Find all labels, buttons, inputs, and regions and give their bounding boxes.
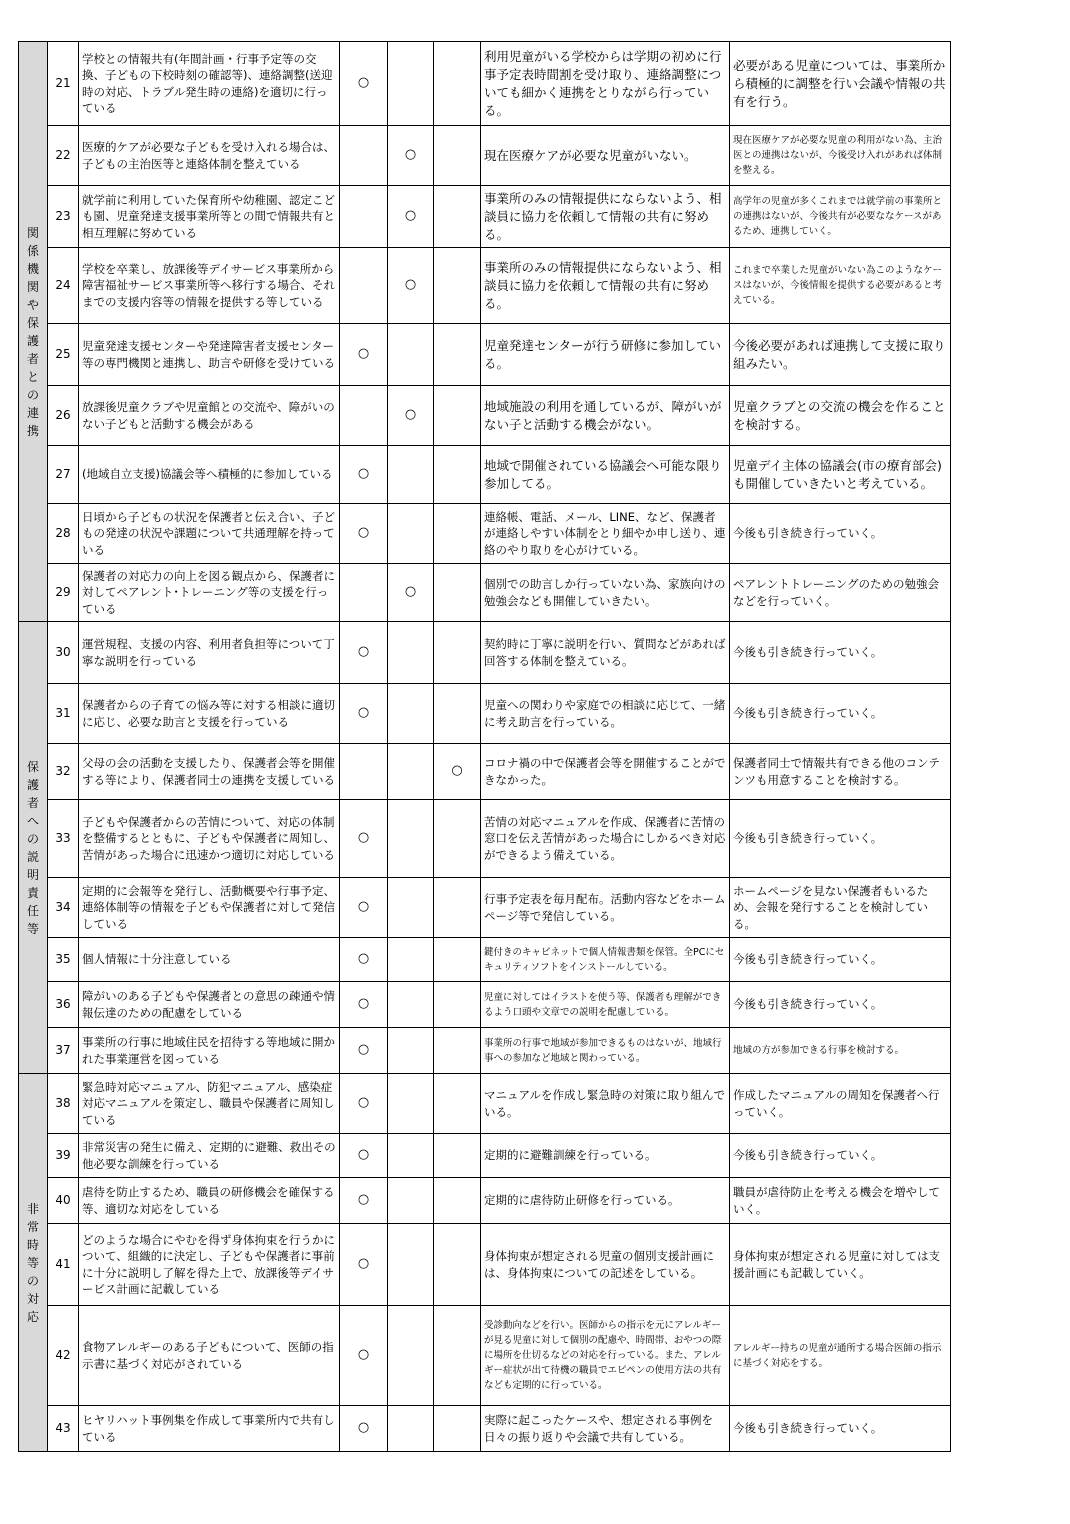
item-text: 運営規程、支援の内容、利用者負担等について丁寧な説明を行っている — [79, 622, 340, 684]
status-text: 地域で開催されている協議会へ可能な限り参加してる。 — [481, 446, 730, 504]
status-text: 苦情の対応マニュアルを作成、保護者に苦情の窓口を伝え苦情があった場合にしかるべき対応ができるよう備えている。 — [481, 800, 730, 878]
answer-no-mark: ○ — [388, 386, 434, 446]
item-text: どのような場合にやむを得ず身体拘束を行うかについて、組織的に決定し、子どもや保護者に事前に十分に説明し了解を得た上で、放課後等デイサービス計画に記載している — [79, 1224, 340, 1306]
answer-unknown-mark — [434, 564, 481, 622]
answer-no-mark — [388, 1074, 434, 1134]
item-text: 父母の会の活動を支援したり、保護者会等を開催する等により、保護者同士の連携を支援している — [79, 744, 340, 800]
answer-no-mark — [388, 1224, 434, 1306]
answer-yes-mark: ○ — [340, 1074, 388, 1134]
answer-yes-mark — [340, 564, 388, 622]
answer-unknown-mark — [434, 1074, 481, 1134]
item-text: 定期的に会報等を発行し、活動概要や行事予定、連絡体制等の情報を子どもや保護者に対して発信している — [79, 878, 340, 938]
answer-no-mark — [388, 982, 434, 1028]
table-row — [19, 386, 951, 446]
answer-unknown-mark — [434, 186, 481, 248]
item-number: 25 — [48, 324, 79, 386]
status-text: 身体拘束が想定される児童の個別支援計画には、身体拘束についての記述をしている。 — [481, 1224, 730, 1306]
answer-unknown-mark — [434, 324, 481, 386]
item-number: 39 — [48, 1134, 79, 1178]
answer-unknown-mark — [434, 1134, 481, 1178]
status-text: コロナ禍の中で保護者会等を開催することができなかった。 — [481, 744, 730, 800]
answer-yes-mark — [340, 186, 388, 248]
answer-no-mark — [388, 622, 434, 684]
improvement-text: アレルギー持ちの児童が通所する場合医師の指示に基づく対応をする。 — [730, 1306, 951, 1406]
item-text: 就学前に利用していた保育所や幼稚園、認定こども園、児童発達支援事業所等との間で情報共有と相互理解に努めている — [79, 186, 340, 248]
status-text: 連絡帳、電話、メール、LINE、など、保護者が連絡しやすい体制をとり細やか申し送り、連絡のやり取りを心がけている。 — [481, 504, 730, 564]
answer-yes-mark: ○ — [340, 878, 388, 938]
table-row — [19, 1134, 951, 1178]
answer-yes-mark: ○ — [340, 446, 388, 504]
category-label — [19, 1074, 48, 1452]
item-number: 29 — [48, 564, 79, 622]
answer-unknown-mark — [434, 1224, 481, 1306]
table-row — [19, 1028, 951, 1074]
item-number: 21 — [48, 42, 79, 126]
answer-no-mark — [388, 42, 434, 126]
answer-no-mark — [388, 800, 434, 878]
answer-unknown-mark — [434, 982, 481, 1028]
item-number: 28 — [48, 504, 79, 564]
answer-yes-mark: ○ — [340, 1028, 388, 1074]
status-text: 事業所の行事で地域が参加できるものはないが、地域行事への参加など地域と関わっている。 — [481, 1028, 730, 1074]
status-text: 児童に対してはイラストを使う等、保護者も理解ができるよう口頭や文章での説明を配慮している。 — [481, 982, 730, 1028]
answer-unknown-mark — [434, 248, 481, 324]
status-text: 契約時に丁寧に説明を行い、質問などがあれば回答する体制を整えている。 — [481, 622, 730, 684]
item-text: 事業所の行事に地域住民を招待する等地域に開かれた事業運営を図っている — [79, 1028, 340, 1074]
table-row — [19, 1074, 951, 1134]
item-text: 児童発達支援センターや発達障害者支援センター等の専門機関と連携し、助言や研修を受けている — [79, 324, 340, 386]
answer-yes-mark: ○ — [340, 800, 388, 878]
answer-unknown-mark — [434, 1178, 481, 1224]
item-number: 32 — [48, 744, 79, 800]
category-text: 関係機関や保護者との連携 — [26, 225, 39, 438]
answer-unknown-mark — [434, 504, 481, 564]
table-row — [19, 1178, 951, 1224]
answer-yes-mark: ○ — [340, 42, 388, 126]
answer-no-mark — [388, 938, 434, 982]
item-number: 23 — [48, 186, 79, 248]
item-text: 学校との情報共有(年間計画・行事予定等の交換、子どもの下校時刻の確認等)、連絡調整(送迎時の対応、トラブル発生時の連絡)を適切に行っている — [79, 42, 340, 126]
answer-no-mark: ○ — [388, 248, 434, 324]
answer-unknown-mark — [434, 126, 481, 186]
table-row — [19, 324, 951, 386]
answer-no-mark: ○ — [388, 186, 434, 248]
status-text: 鍵付きのキャビネットで個人情報書類を保管。全PCにセキュリティソフトをインストールしている。 — [481, 938, 730, 982]
improvement-text: 今後も引き続き行っていく。 — [730, 622, 951, 684]
table-row — [19, 1406, 951, 1452]
answer-unknown-mark — [434, 446, 481, 504]
item-text: 食物アレルギーのある子どもについて、医師の指示書に基づく対応がされている — [79, 1306, 340, 1406]
improvement-text: 今後も引き続き行っていく。 — [730, 982, 951, 1028]
item-number: 43 — [48, 1406, 79, 1452]
answer-unknown-mark — [434, 1028, 481, 1074]
improvement-text: これまで卒業した児童がいない為このようなケースはないが、今後情報を提供する必要があると考えている。 — [730, 248, 951, 324]
answer-no-mark — [388, 1306, 434, 1406]
improvement-text: 今後も引き続き行っていく。 — [730, 938, 951, 982]
answer-no-mark — [388, 878, 434, 938]
table-row — [19, 446, 951, 504]
answer-yes-mark: ○ — [340, 938, 388, 982]
category-text: 保護者への説明責任等 — [26, 759, 39, 936]
improvement-text: 高学年の児童が多くこれまでは就学前の事業所との連携はないが、今後共有が必要ななケースがあるため、連携していく。 — [730, 186, 951, 248]
item-text: 個人情報に十分注意している — [79, 938, 340, 982]
answer-yes-mark: ○ — [340, 504, 388, 564]
status-text: 行事予定表を毎月配布。活動内容などをホームページ等で発信している。 — [481, 878, 730, 938]
item-number: 24 — [48, 248, 79, 324]
improvement-text: ペアレントトレーニングのための勉強会などを行っていく。 — [730, 564, 951, 622]
item-number: 26 — [48, 386, 79, 446]
item-number: 27 — [48, 446, 79, 504]
answer-unknown-mark — [434, 800, 481, 878]
status-text: 事業所のみの情報提供にならないよう、相談員に協力を依頼して情報の共有に努める。 — [481, 186, 730, 248]
improvement-text: 今後も引き続き行っていく。 — [730, 800, 951, 878]
answer-yes-mark: ○ — [340, 1306, 388, 1406]
answer-yes-mark — [340, 744, 388, 800]
status-text: 定期的に虐待防止研修を行っている。 — [481, 1178, 730, 1224]
table-row — [19, 186, 951, 248]
answer-unknown-mark — [434, 878, 481, 938]
answer-unknown-mark: ○ — [434, 744, 481, 800]
item-text: 非常災害の発生に備え、定期的に避難、救出その他必要な訓練を行っている — [79, 1134, 340, 1178]
table-row — [19, 800, 951, 878]
answer-no-mark — [388, 324, 434, 386]
answer-no-mark — [388, 684, 434, 744]
answer-no-mark: ○ — [388, 564, 434, 622]
status-text: 児童発達センターが行う研修に参加している。 — [481, 324, 730, 386]
item-number: 34 — [48, 878, 79, 938]
table-row — [19, 1306, 951, 1406]
item-number: 31 — [48, 684, 79, 744]
answer-no-mark — [388, 504, 434, 564]
table-row — [19, 564, 951, 622]
status-text: 現在医療ケアが必要な児童がいない。 — [481, 126, 730, 186]
status-text: 利用児童がいる学校からは学期の初めに行事予定表時間割を受け取り、連絡調整についても細かく連携をとりながら行っている。 — [481, 42, 730, 126]
evaluation-table — [18, 41, 951, 1452]
answer-no-mark — [388, 744, 434, 800]
status-text: 受診動向などを行い。医師からの指示を元にアレルギーが見る児童に対して個別の配慮や、時間帯、おやつの際に場所を仕切るなどの対応を行っている。また、アレルギー症状が出て待機の職員でエピペンの使用方法の共有なども定期的に行っている。 — [481, 1306, 730, 1406]
table-row — [19, 684, 951, 744]
answer-yes-mark — [340, 386, 388, 446]
item-number: 30 — [48, 622, 79, 684]
item-number: 42 — [48, 1306, 79, 1406]
answer-unknown-mark — [434, 622, 481, 684]
improvement-text: 身体拘束が想定される児童に対しては支援計画にも記載していく。 — [730, 1224, 951, 1306]
item-text: ヒヤリハット事例集を作成して事業所内で共有している — [79, 1406, 340, 1452]
table-row — [19, 622, 951, 684]
item-number: 33 — [48, 800, 79, 878]
table-row — [19, 878, 951, 938]
improvement-text: 今後必要があれば連携して支援に取り組みたい。 — [730, 324, 951, 386]
status-text: 定期的に避難訓練を行っている。 — [481, 1134, 730, 1178]
item-number: 35 — [48, 938, 79, 982]
item-text: 緊急時対応マニュアル、防犯マニュアル、感染症対応マニュアルを策定し、職員や保護者に周知している — [79, 1074, 340, 1134]
table-row — [19, 504, 951, 564]
answer-yes-mark: ○ — [340, 1134, 388, 1178]
status-text: 地域施設の利用を通しているが、障がいがない子と活動する機会がない。 — [481, 386, 730, 446]
item-text: 医療的ケアが必要な子どもを受け入れる場合は、子どもの主治医等と連絡体制を整えている — [79, 126, 340, 186]
item-number: 22 — [48, 126, 79, 186]
answer-no-mark: ○ — [388, 126, 434, 186]
table-row — [19, 982, 951, 1028]
item-number: 40 — [48, 1178, 79, 1224]
answer-yes-mark: ○ — [340, 1224, 388, 1306]
answer-no-mark — [388, 446, 434, 504]
table-row — [19, 938, 951, 982]
answer-yes-mark: ○ — [340, 324, 388, 386]
answer-unknown-mark — [434, 684, 481, 744]
improvement-text: 今後も引き続き行っていく。 — [730, 684, 951, 744]
improvement-text: 必要がある児童については、事業所から積極的に調整を行い会議や情報の共有を行う。 — [730, 42, 951, 126]
answer-no-mark — [388, 1134, 434, 1178]
table-row — [19, 1224, 951, 1306]
item-text: 保護者の対応力の向上を図る観点から、保護者に対してペアレント･トレーニング等の支援を行っている — [79, 564, 340, 622]
item-number: 38 — [48, 1074, 79, 1134]
item-text: 放課後児童クラブや児童館との交流や、障がいのない子どもと活動する機会がある — [79, 386, 340, 446]
improvement-text: 現在医療ケアが必要な児童の利用がない為、主治医との連携はないが、今後受け入れがあれば体制を整える。 — [730, 126, 951, 186]
answer-yes-mark: ○ — [340, 622, 388, 684]
answer-yes-mark: ○ — [340, 982, 388, 1028]
category-label — [19, 42, 48, 622]
answer-unknown-mark — [434, 938, 481, 982]
improvement-text: 今後も引き続き行っていく。 — [730, 504, 951, 564]
answer-no-mark — [388, 1178, 434, 1224]
answer-unknown-mark — [434, 42, 481, 126]
table-row — [19, 248, 951, 324]
improvement-text: 作成したマニュアルの周知を保護者へ行っていく。 — [730, 1074, 951, 1134]
table-row — [19, 126, 951, 186]
status-text: 個別での助言しか行っていない為、家族向けの勉強会なども開催していきたい。 — [481, 564, 730, 622]
improvement-text: 今後も引き続き行っていく。 — [730, 1134, 951, 1178]
item-number: 41 — [48, 1224, 79, 1306]
answer-yes-mark: ○ — [340, 684, 388, 744]
status-text: 実際に起こったケースや、想定される事例を日々の振り返りや会議で共有している。 — [481, 1406, 730, 1452]
improvement-text: 児童デイ主体の協議会(市の療育部会)も開催していきたいと考えている。 — [730, 446, 951, 504]
improvement-text: 児童クラブとの交流の機会を作ることを検討する。 — [730, 386, 951, 446]
answer-no-mark — [388, 1406, 434, 1452]
status-text: 児童への関わりや家庭での相談に応じて、一緒に考え助言を行っている。 — [481, 684, 730, 744]
item-number: 37 — [48, 1028, 79, 1074]
improvement-text: 保護者同士で情報共有できる他のコンテンツも用意することを検討する。 — [730, 744, 951, 800]
item-text: 虐待を防止するため、職員の研修機会を確保する等、適切な対応をしている — [79, 1178, 340, 1224]
answer-no-mark — [388, 1028, 434, 1074]
answer-unknown-mark — [434, 386, 481, 446]
item-text: 保護者からの子育ての悩み等に対する相談に適切に応じ、必要な助言と支援を行っている — [79, 684, 340, 744]
category-label — [19, 622, 48, 1074]
improvement-text: ホームページを見ない保護者もいるため、会報を発行することを検討している。 — [730, 878, 951, 938]
status-text: マニュアルを作成し緊急時の対策に取り組んでいる。 — [481, 1074, 730, 1134]
answer-yes-mark: ○ — [340, 1178, 388, 1224]
item-text: 日頃から子どもの状況を保護者と伝え合い、子どもの発達の状況や課題について共通理解を持っている — [79, 504, 340, 564]
item-text: 子どもや保護者からの苦情について、対応の体制を整備するとともに、子どもや保護者に周知し、苦情があった場合に迅速かつ適切に対応している — [79, 800, 340, 878]
improvement-text: 地域の方が参加できる行事を検討する。 — [730, 1028, 951, 1074]
answer-yes-mark: ○ — [340, 1406, 388, 1452]
item-number: 36 — [48, 982, 79, 1028]
item-text: (地域自立支援)協議会等へ積極的に参加している — [79, 446, 340, 504]
table-row — [19, 42, 951, 126]
answer-unknown-mark — [434, 1406, 481, 1452]
improvement-text: 今後も引き続き行っていく。 — [730, 1406, 951, 1452]
item-text: 障がいのある子どもや保護者との意思の疎通や情報伝達のための配慮をしている — [79, 982, 340, 1028]
answer-unknown-mark — [434, 1306, 481, 1406]
answer-yes-mark — [340, 126, 388, 186]
status-text: 事業所のみの情報提供にならないよう、相談員に協力を依頼して情報の共有に努める。 — [481, 248, 730, 324]
table-row — [19, 744, 951, 800]
improvement-text: 職員が虐待防止を考える機会を増やしていく。 — [730, 1178, 951, 1224]
answer-yes-mark — [340, 248, 388, 324]
item-text: 学校を卒業し、放課後等デイサービス事業所から障害福祉サービス事業所等へ移行する場合、それまでの支援内容等の情報を提供する等している — [79, 248, 340, 324]
category-text: 非常時等の対応 — [26, 1201, 39, 1324]
